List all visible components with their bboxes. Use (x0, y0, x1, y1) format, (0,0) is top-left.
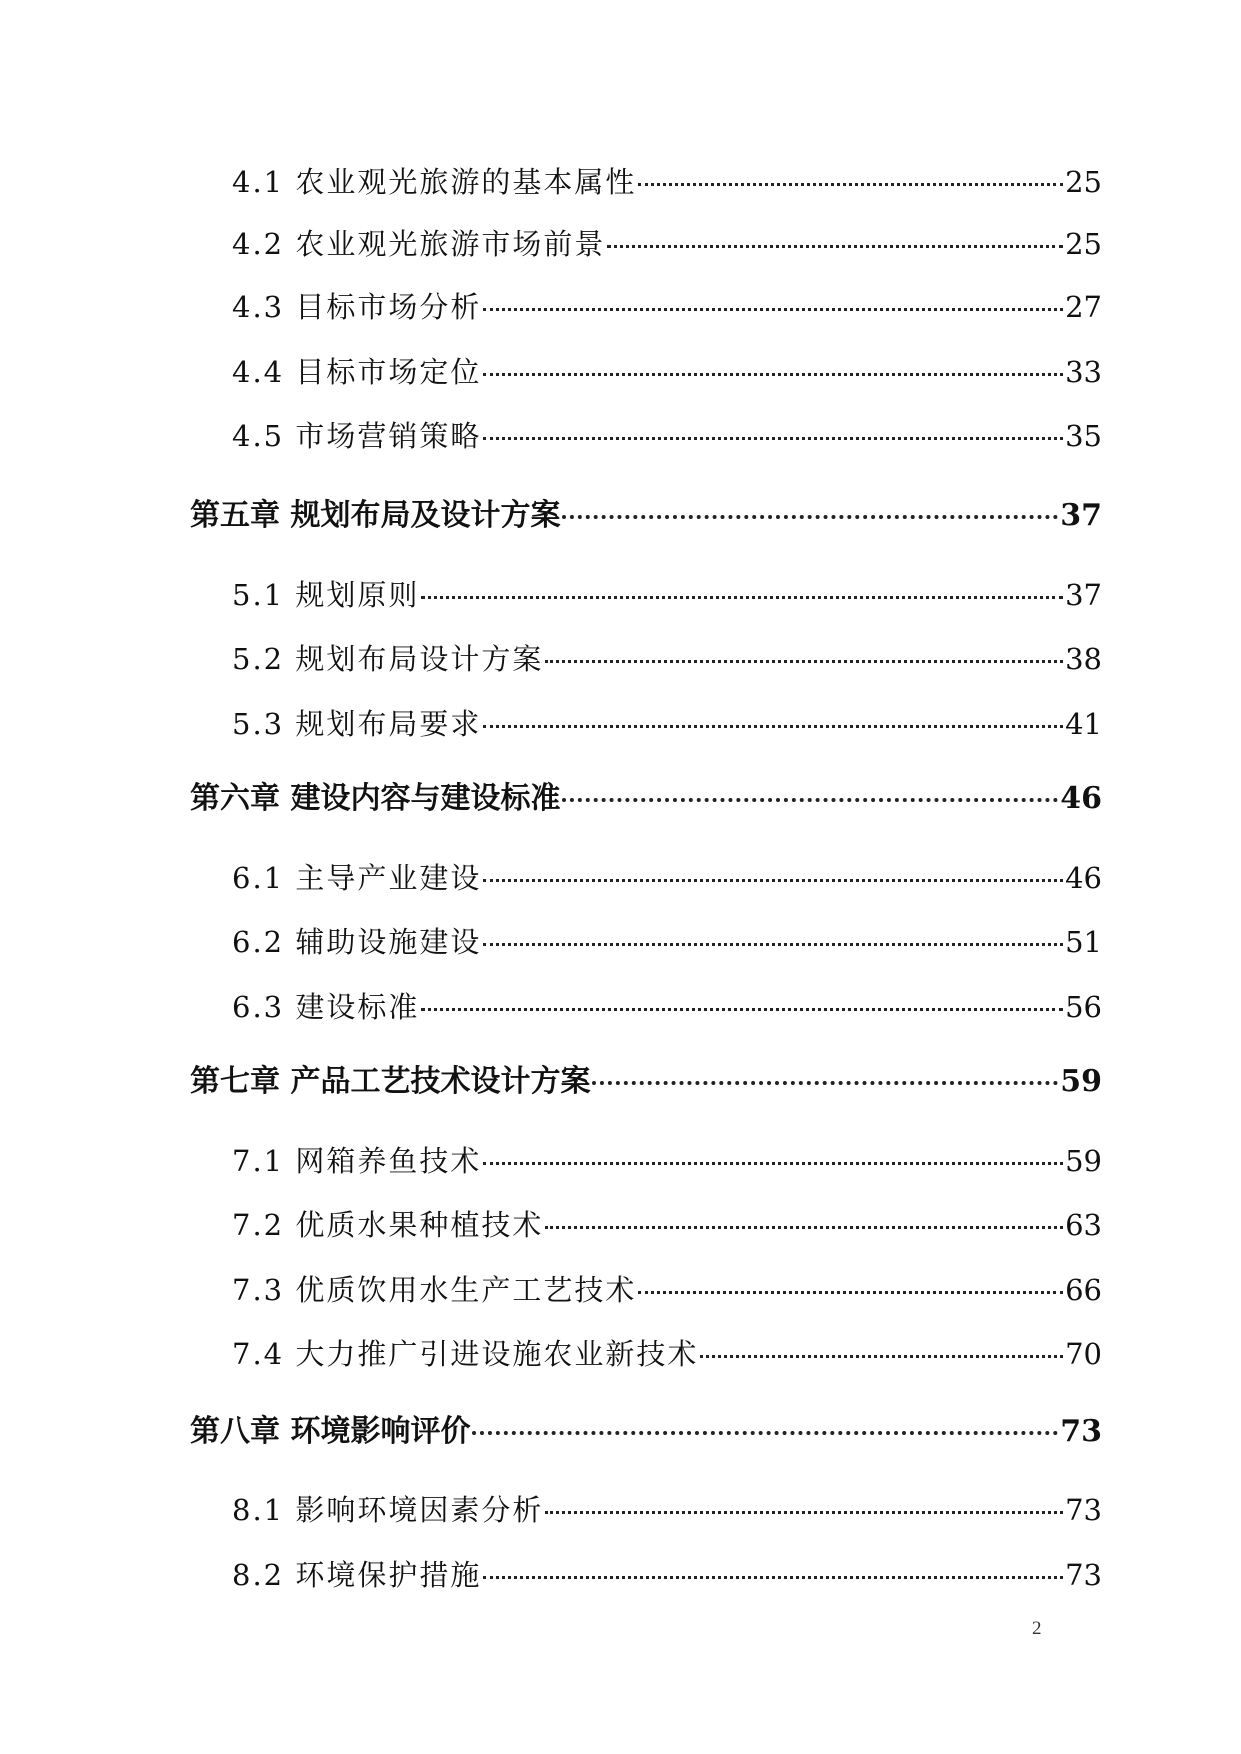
toc-chapter-8[interactable] (190, 1410, 1102, 1454)
toc-entry-6-3[interactable] (232, 985, 1102, 1029)
toc-chapter-page: 46 (1060, 781, 1102, 816)
toc-chapter-page: 59 (1060, 1064, 1102, 1099)
dot-leader (545, 660, 1063, 663)
dot-leader (562, 798, 1058, 802)
toc-entry-4-3[interactable] (232, 285, 1102, 329)
toc-entry-title: 7.1 网箱养鱼技术 (232, 1144, 482, 1178)
dot-leader (545, 1511, 1063, 1514)
toc-chapter-title: 第五章 规划布局及设计方案 (190, 498, 561, 533)
toc-entry-7-3[interactable] (232, 1268, 1102, 1312)
toc-entry-title: 7.3 优质饮用水生产工艺技术 (232, 1273, 637, 1307)
dot-leader (483, 879, 1063, 882)
toc-chapter-title: 第八章 环境影响评价 (190, 1414, 471, 1449)
toc-entry-page: 51 (1065, 925, 1102, 959)
toc-entry-title: 7.4 大力推广引进设施农业新技术 (232, 1337, 699, 1371)
dot-leader (421, 1008, 1063, 1011)
dot-leader (483, 437, 1063, 440)
toc-entry-page: 59 (1065, 1144, 1102, 1178)
toc-entry-title: 6.2 辅助设施建设 (232, 925, 482, 959)
dot-leader (421, 596, 1063, 599)
toc-entry-page: 63 (1065, 1208, 1102, 1242)
toc-entry-page: 38 (1065, 642, 1102, 676)
toc-entry-5-1[interactable] (232, 573, 1102, 617)
dot-leader (545, 1226, 1063, 1229)
toc-entry-title: 6.1 主导产业建设 (232, 861, 482, 895)
dot-leader (483, 373, 1063, 376)
toc-entry-title: 4.5 市场营销策略 (232, 419, 482, 453)
toc-entry-6-1[interactable] (232, 856, 1102, 900)
toc-chapter-page: 73 (1060, 1414, 1102, 1449)
dot-leader (483, 308, 1063, 311)
toc-entry-title: 7.2 优质水果种植技术 (232, 1208, 544, 1242)
toc-chapter-5[interactable] (190, 494, 1102, 538)
toc-entry-7-4[interactable] (232, 1332, 1102, 1376)
toc-entry-4-2[interactable] (232, 222, 1102, 266)
toc-entry-page: 37 (1065, 578, 1102, 612)
toc-chapter-title: 第七章 产品工艺技术设计方案 (190, 1064, 591, 1099)
dot-leader (472, 1431, 1058, 1435)
toc-entry-page: 27 (1065, 290, 1102, 324)
toc-entry-page: 41 (1065, 707, 1102, 741)
toc-entry-title: 4.2 农业观光旅游市场前景 (232, 227, 606, 261)
toc-entry-title: 5.2 规划布局设计方案 (232, 642, 544, 676)
toc-entry-page: 35 (1065, 419, 1102, 453)
dot-leader (700, 1355, 1063, 1358)
dot-leader (483, 1576, 1063, 1579)
toc-entry-page: 56 (1065, 990, 1102, 1024)
toc-entry-title: 5.1 规划原则 (232, 578, 420, 612)
dot-leader (562, 515, 1058, 519)
toc-chapter-title: 第六章 建设内容与建设标准 (190, 781, 561, 816)
toc-entry-4-5[interactable] (232, 414, 1102, 458)
dot-leader (483, 943, 1063, 946)
page-number: 2 (1032, 1618, 1042, 1639)
toc-entry-8-2[interactable] (232, 1553, 1102, 1597)
toc-entry-page: 73 (1065, 1558, 1102, 1592)
dot-leader (592, 1081, 1058, 1085)
toc-entry-page: 66 (1065, 1273, 1102, 1307)
toc-chapter-6[interactable] (190, 777, 1102, 821)
toc-entry-7-2[interactable] (232, 1203, 1102, 1247)
toc-entry-page: 33 (1065, 355, 1102, 389)
toc-entry-title: 6.3 建设标准 (232, 990, 420, 1024)
dot-leader (607, 245, 1063, 248)
toc-entry-4-4[interactable] (232, 350, 1102, 394)
toc-chapter-page: 37 (1060, 498, 1102, 533)
toc-entry-title: 4.3 目标市场分析 (232, 290, 482, 324)
toc-entry-title: 4.4 目标市场定位 (232, 355, 482, 389)
toc-entry-title: 5.3 规划布局要求 (232, 707, 482, 741)
toc-entry-5-3[interactable] (232, 702, 1102, 746)
toc-entry-page: 25 (1065, 227, 1102, 261)
toc-entry-page: 46 (1065, 861, 1102, 895)
toc-entry-title: 8.1 影响环境因素分析 (232, 1493, 544, 1527)
toc-entry-4-1[interactable] (232, 160, 1102, 204)
toc-entry-title: 4.1 农业观光旅游的基本属性 (232, 165, 637, 199)
toc-entry-page: 73 (1065, 1493, 1102, 1527)
toc-entry-page: 25 (1065, 165, 1102, 199)
dot-leader (638, 183, 1063, 186)
toc-entry-title: 8.2 环境保护措施 (232, 1558, 482, 1592)
toc-entry-7-1[interactable] (232, 1139, 1102, 1183)
dot-leader (483, 1162, 1063, 1165)
toc-entry-8-1[interactable] (232, 1488, 1102, 1532)
toc-entry-6-2[interactable] (232, 920, 1102, 964)
dot-leader (638, 1291, 1063, 1294)
toc-entry-page: 70 (1065, 1337, 1102, 1371)
toc-entry-5-2[interactable] (232, 637, 1102, 681)
toc-chapter-7[interactable] (190, 1060, 1102, 1104)
dot-leader (483, 725, 1063, 728)
